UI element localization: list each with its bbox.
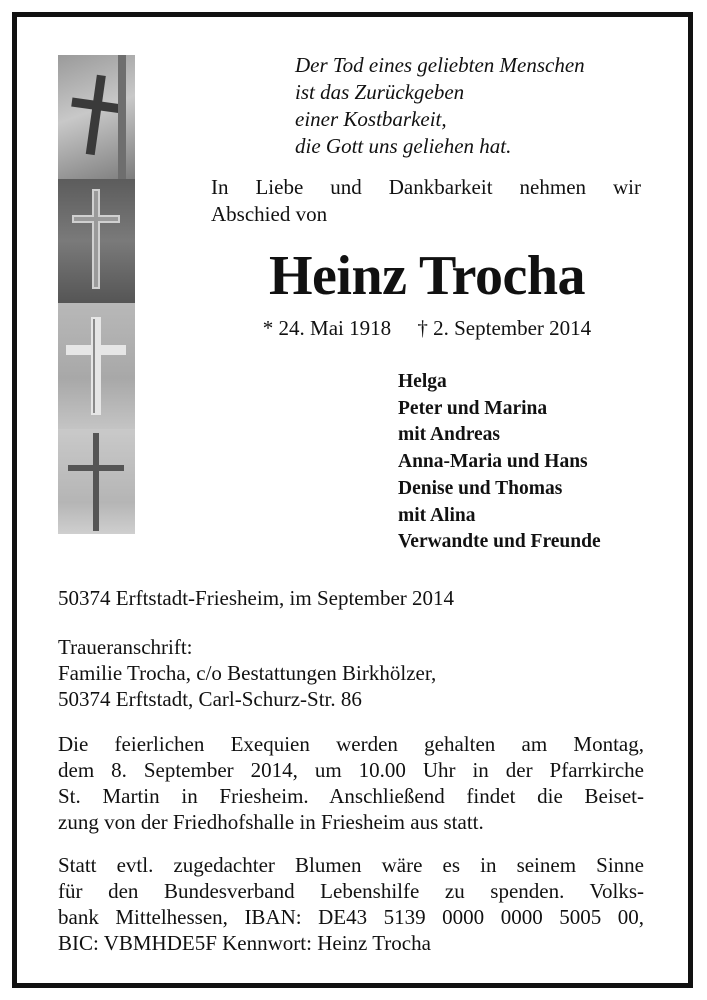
family-member: Verwandte und Freunde: [398, 531, 601, 553]
paragraph-line: Statt evtl. zugedachter Blumen wäre es in seinem Sinne: [58, 853, 644, 877]
cross-tile-4: [58, 429, 135, 534]
paragraph-line: bank Mittelhessen, IBAN: DE43 5139 0000 0000 5005 00,: [58, 905, 644, 929]
family-member: mit Alina: [398, 504, 476, 526]
family-member: Helga: [398, 371, 447, 392]
paragraph-line: St. Martin in Friesheim. Anschließend findet die Beiset-: [58, 784, 644, 808]
deceased-name: Heinz Trocha: [269, 245, 585, 307]
family-member: mit Andreas: [398, 424, 501, 446]
cross-tile-2: [58, 179, 135, 303]
paragraph-line: zung von der Friedhofshalle in Friesheim aus statt.: [58, 810, 484, 834]
crosses-image: [58, 55, 135, 534]
donation-paragraph: [58, 852, 644, 956]
intro-line-1: In Liebe und Dankbarkeit nehmen wir: [211, 175, 641, 199]
poem-line: ist das Zurückgeben: [295, 80, 465, 104]
exequien-paragraph: [58, 731, 644, 835]
mourning-address: [58, 634, 436, 712]
poem-line: Der Tod eines geliebten Menschen: [295, 53, 585, 77]
poem-quote: [295, 52, 585, 160]
obituary-frame: [12, 12, 693, 988]
poem-line: einer Kostbarkeit,: [295, 107, 447, 131]
family-member: Denise und Thomas: [398, 477, 563, 499]
family-member: Peter und Marina: [398, 397, 548, 419]
life-dates: * 24. Mai 1918 † 2. September 2014: [262, 316, 592, 340]
paragraph-line: für den Bundesverband Lebenshilfe zu spenden. Volks-: [58, 879, 644, 903]
poem-line: die Gott uns geliehen hat.: [295, 134, 512, 158]
paragraph-line: dem 8. September 2014, um 10.00 Uhr in der Pfarrkirche: [58, 758, 644, 782]
family-signature: [398, 369, 601, 556]
paragraph-line: Die feierlichen Exequien werden gehalten am Montag,: [58, 732, 644, 756]
address-line-1: Familie Trocha, c/o Bestattungen Birkhölzer,: [58, 661, 437, 685]
cross-tile-1: [58, 55, 135, 179]
address-line-2: 50374 Erftstadt, Carl-Schurz-Str. 86: [58, 687, 362, 711]
family-member: Anna-Maria und Hans: [398, 451, 588, 473]
place-date: 50374 Erftstadt-Friesheim, im September 2014: [58, 586, 455, 610]
paragraph-line: BIC: VBMHDE5F Kennwort: Heinz Trocha: [58, 931, 431, 955]
intro-line-2: Abschied von: [211, 202, 328, 226]
cross-tile-3: [58, 303, 135, 429]
address-label: Traueranschrift:: [58, 635, 193, 659]
intro-text: [211, 174, 641, 228]
